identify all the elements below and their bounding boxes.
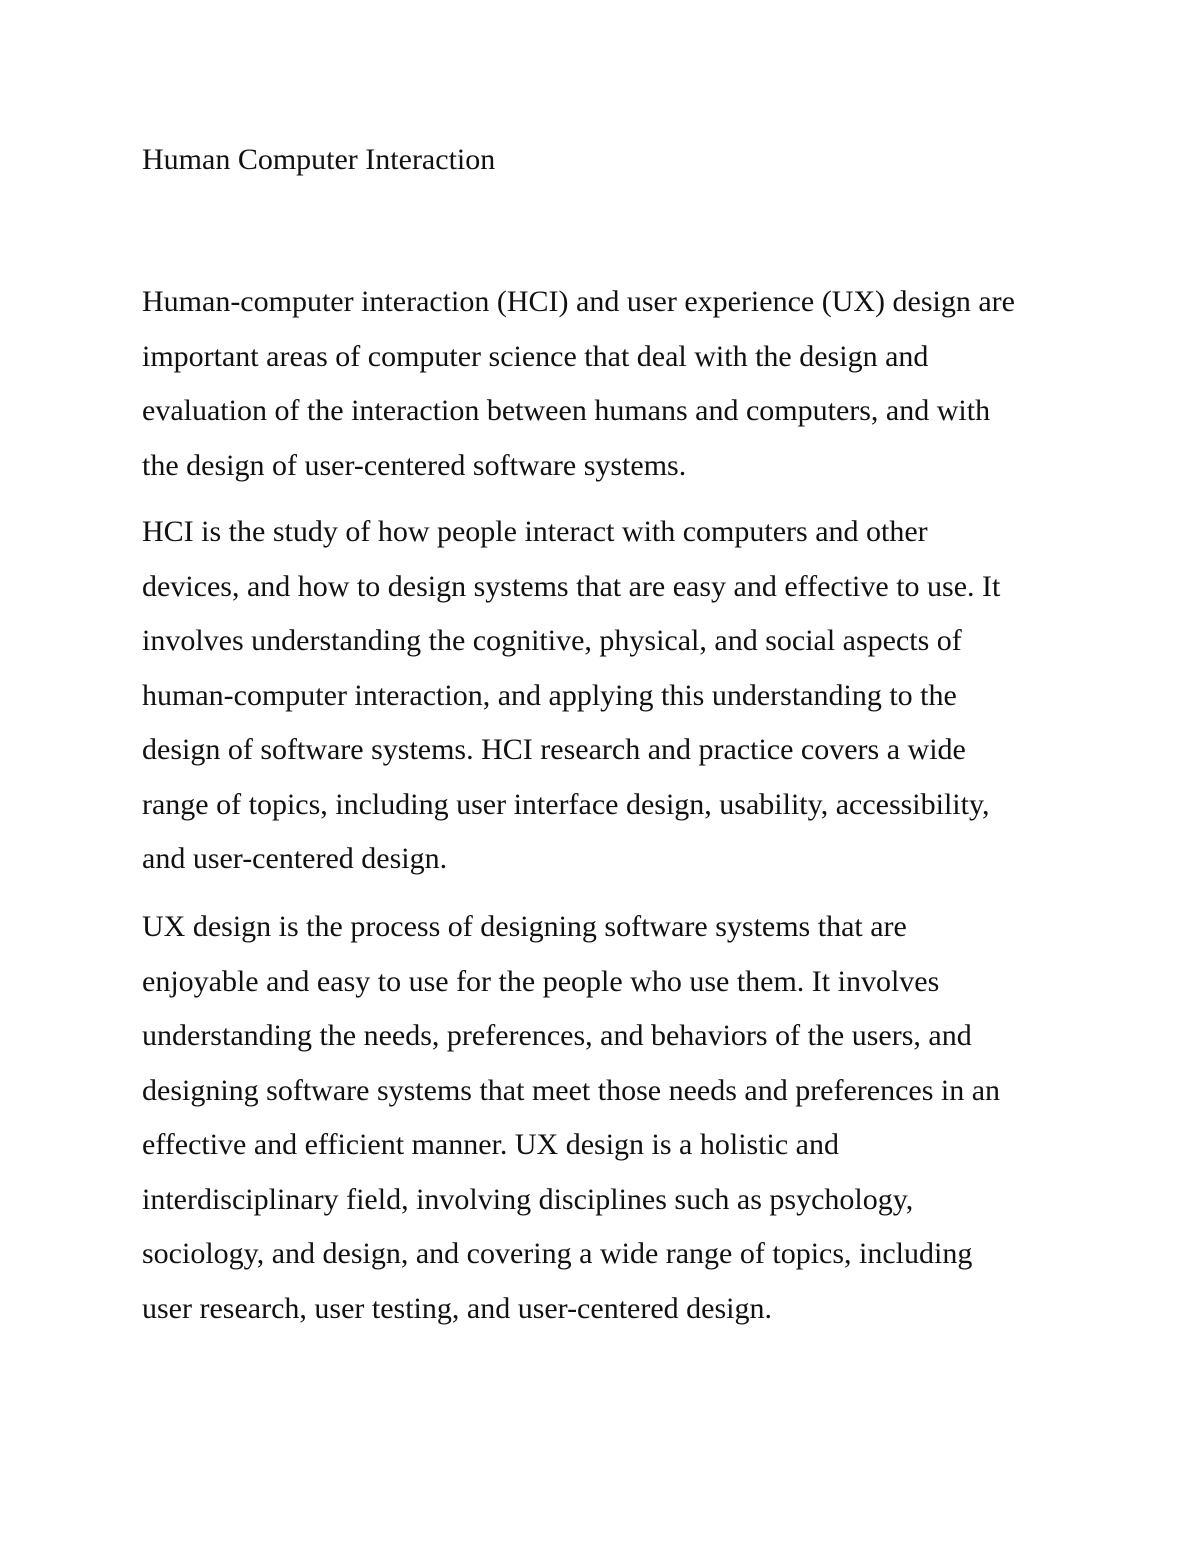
paragraph-line: design of software systems. HCI research and practice covers a wide [142, 733, 966, 766]
paragraph-line: involves understanding the cognitive, physical, and social aspects of [142, 624, 962, 657]
paragraph-line: important areas of computer science that deal with the design and [142, 339, 929, 373]
paragraph-line: understanding the needs, preferences, and behaviors of the users, and [142, 1019, 972, 1052]
paragraph-line: effective and efficient manner. UX design is a holistic and [142, 1128, 840, 1161]
paragraph-line: Human-computer interaction (HCI) and user experience (UX) design are [142, 285, 1015, 318]
paragraph-line: designing software systems that meet those needs and preferences in an [142, 1073, 1001, 1107]
paragraph-line: HCI is the study of how people interact with computers and other [142, 515, 928, 548]
document-title: Human Computer Interaction [142, 143, 496, 176]
paragraph-line: human-computer interaction, and applying this understanding to the [142, 678, 957, 712]
paragraph-hci-ux-intro [142, 275, 1062, 493]
paragraph-line: enjoyable and easy to use for the people who use them. It involves [142, 964, 940, 998]
paragraph-line: sociology, and design, and covering a wide range of topics, including [142, 1237, 973, 1270]
paragraph-hci-definition [142, 505, 1062, 887]
paragraph-line: range of topics, including user interface design, usability, accessibility, [142, 787, 990, 821]
paragraph-line: and user-centered design. [142, 842, 448, 875]
paragraph-line: the design of user-centered software systems. [142, 448, 687, 482]
paragraph-line: evaluation of the interaction between humans and computers, and with [142, 394, 991, 427]
paragraph-line: user research, user testing, and user-centered design. [142, 1291, 772, 1325]
paragraph-line: devices, and how to design systems that are easy and effective to use. It [142, 569, 1001, 603]
paragraph-line: interdisciplinary field, involving disciplines such as psychology, [142, 1182, 914, 1216]
paragraph-ux-definition [142, 900, 1062, 1336]
paragraph-line: UX design is the process of designing software systems that are [142, 910, 907, 943]
